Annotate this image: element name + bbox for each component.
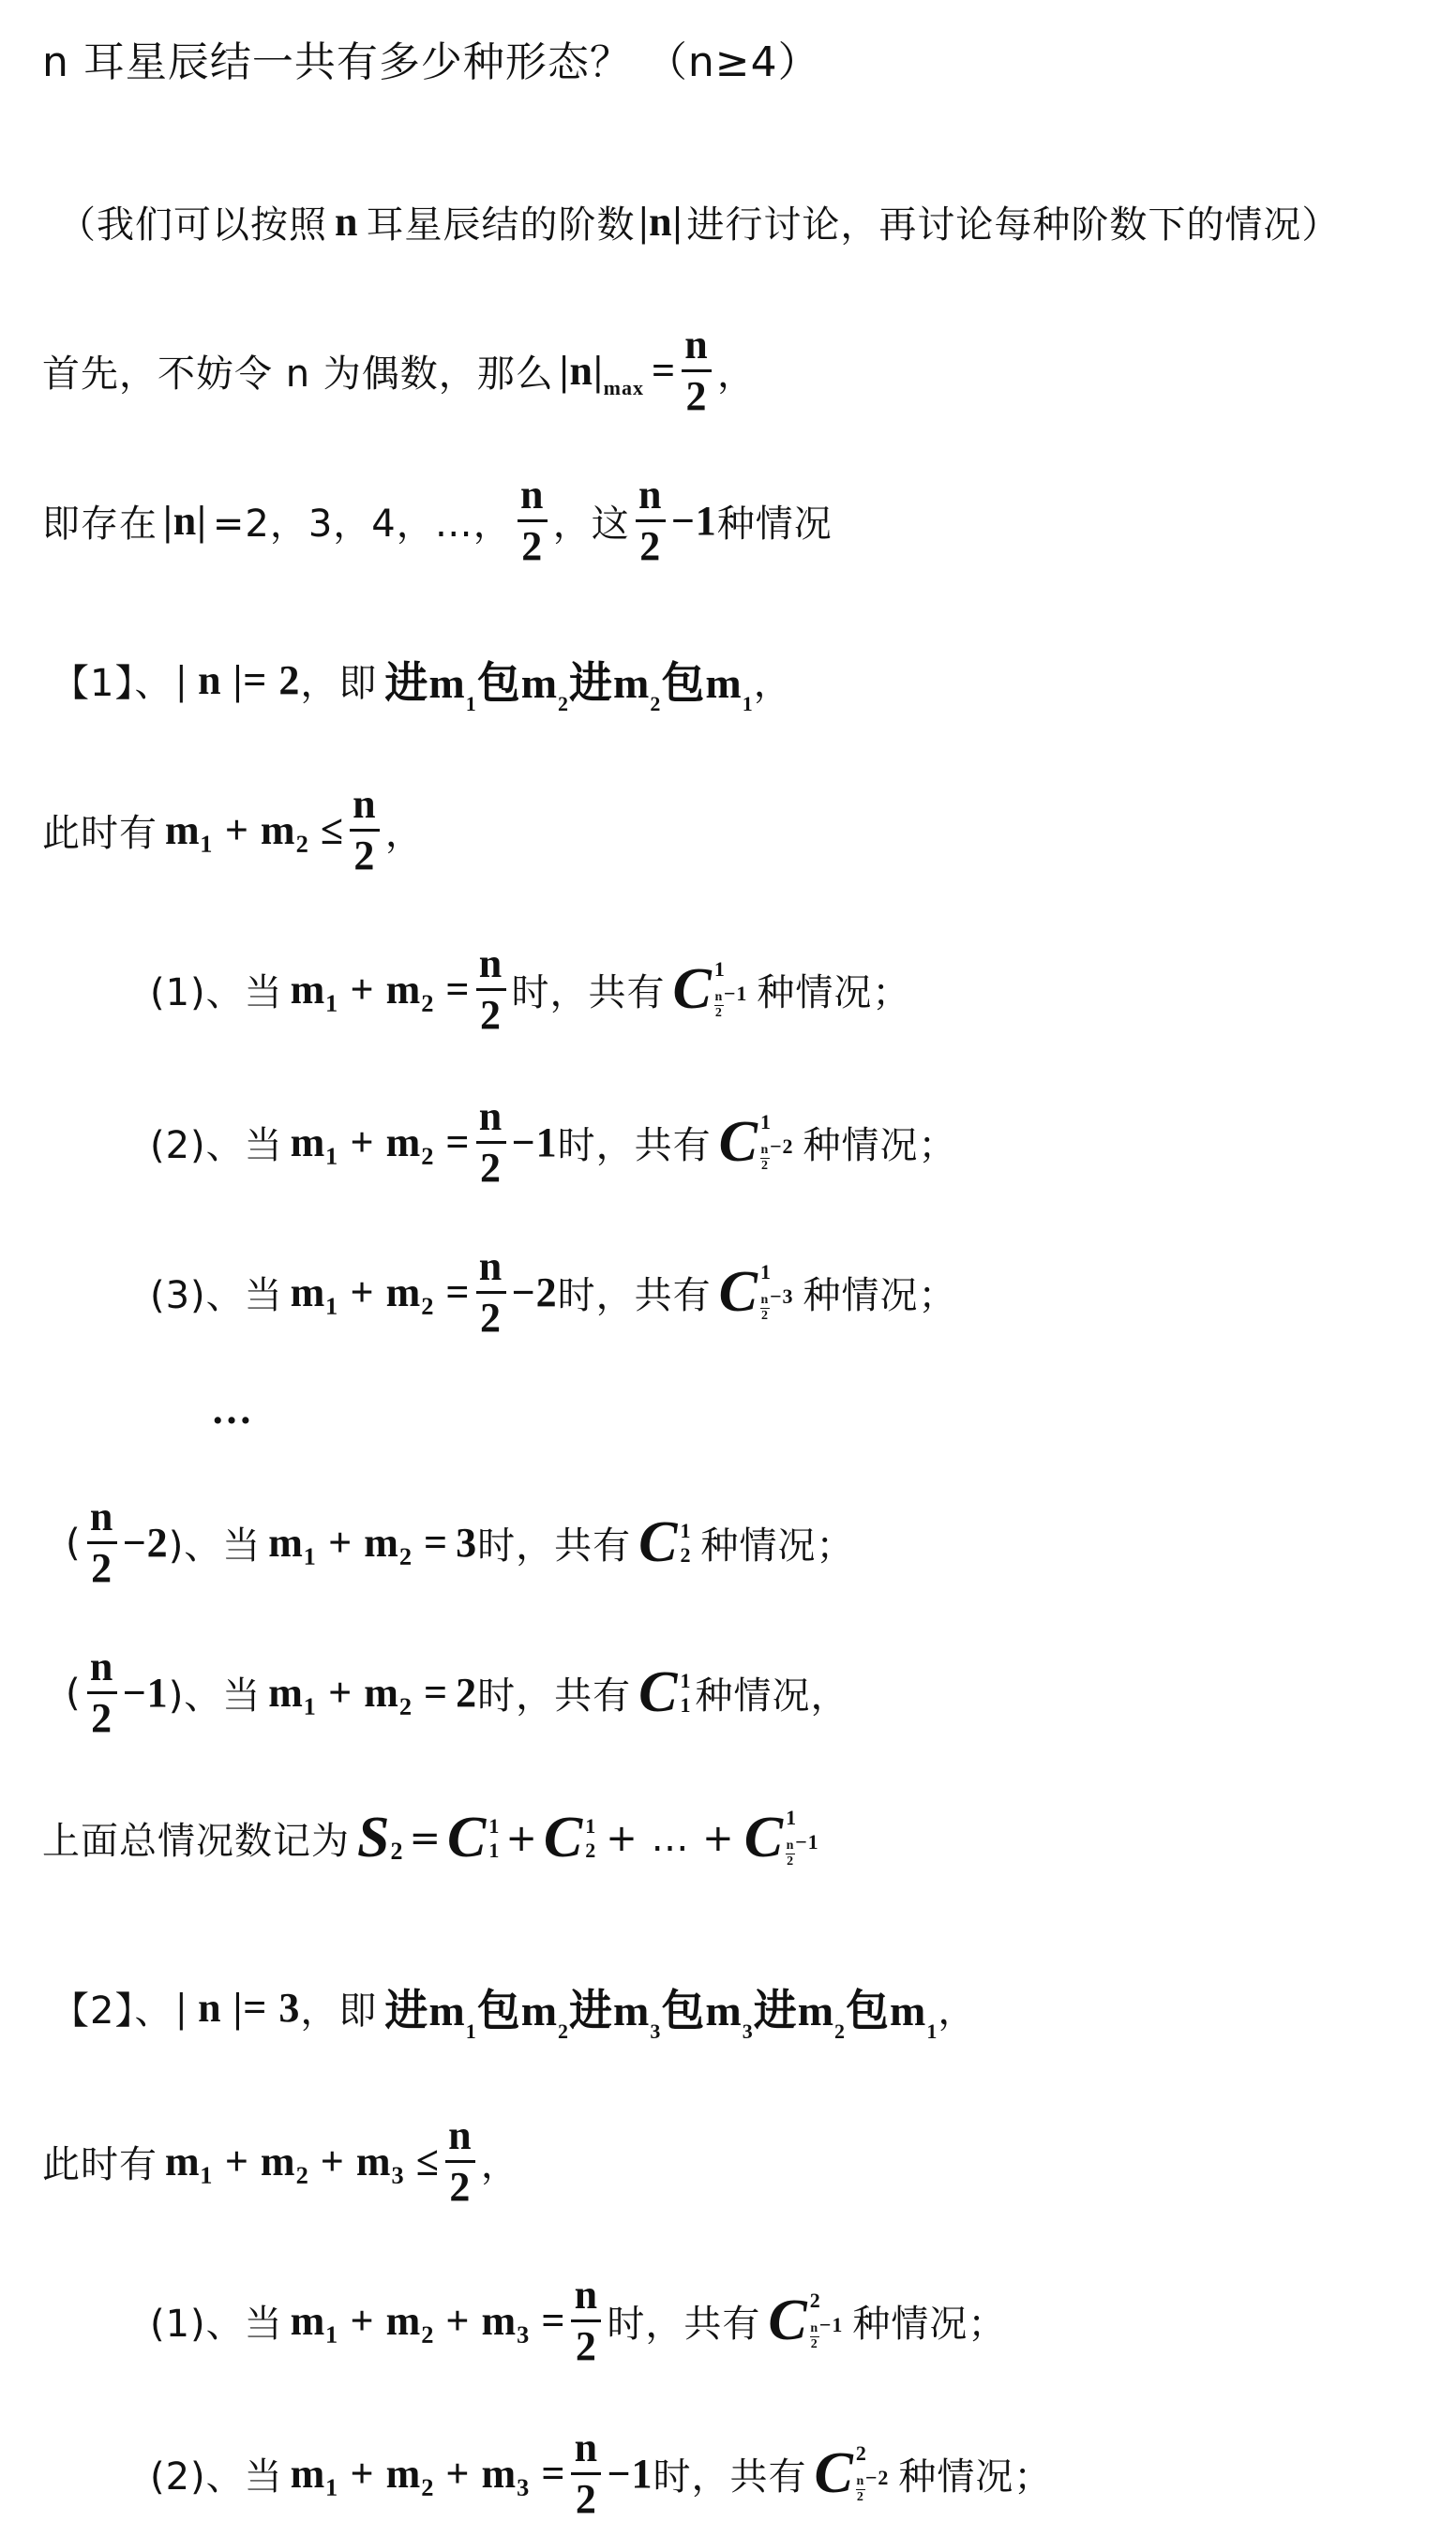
combination-indices: 1 $\frac{n}{2}$ −1 (786, 1805, 819, 1869)
even-max-sub: max (603, 375, 644, 399)
item-expr: m₁ + m₂ = (290, 1269, 471, 1316)
condition-prefix: 此时有 (42, 812, 158, 856)
exist-tail: 种情况 (716, 503, 833, 547)
frac-den: 2 (575, 2476, 597, 2523)
item-value: 3 (456, 1520, 478, 1567)
item-fraction (571, 2274, 601, 2368)
combination-symbol: C (672, 957, 713, 1022)
item-text: 时，共有 (557, 1274, 712, 1318)
intro-text-a: （我们可以按照 (58, 203, 327, 247)
sum-plusdots: + … + (606, 1816, 735, 1860)
frac-den: 2 (449, 2164, 472, 2211)
combination-symbol: C (543, 1806, 584, 1869)
item-fraction (571, 2426, 601, 2521)
frac-num: n (478, 1093, 503, 1139)
combination-indices (810, 2290, 844, 2352)
item-rparen: )、当 (168, 1524, 262, 1569)
combination-symbol: C (814, 2441, 854, 2506)
section-2-item-2 (150, 2426, 1052, 2521)
comb-sup: 1 (680, 1518, 692, 1542)
comb-sup: 2 (855, 2440, 867, 2465)
item-tail: 种情况， (695, 1674, 849, 1719)
exist-prefix: 即存在 (42, 503, 158, 547)
ellipsis (211, 1386, 253, 1434)
condition-fraction (445, 2114, 475, 2209)
section-1-item-n2-minus-2 (66, 1495, 855, 1590)
frac-den: 2 (480, 992, 503, 1039)
combination-symbol: C (638, 1510, 679, 1575)
section-1-ji: ，即 (300, 661, 378, 705)
frac-den: 2 (575, 2323, 597, 2370)
intro-text-b: 耳星辰结的阶数 (366, 203, 636, 247)
item-value: 2 (456, 1670, 478, 1717)
section-1-sequence: 进$m_1$包$m_2$进$m_2$包$m_1$ (384, 659, 754, 715)
section-2-sequence: 进$m_1$包$m_2$进$m_3$包$m_3$进$m_2$包$m_1$ (384, 1987, 938, 2043)
frac-num: n (519, 472, 545, 518)
section-1-abs: | n |= 2 (176, 656, 301, 703)
item-label-fraction (87, 1495, 117, 1590)
intro-n: n (335, 199, 359, 245)
ellipsis-text: … (211, 1387, 253, 1433)
exist-line (42, 473, 833, 568)
item-expr: m₁ + m₂ + m₃ = (290, 2298, 566, 2345)
condition-prefix: 此时有 (42, 2143, 158, 2187)
section-1-comma: ， (753, 661, 792, 705)
combination-indices: 1 1 (488, 1813, 501, 1862)
item-text: 时，共有 (607, 2303, 761, 2347)
even-abs-n: |n| (559, 348, 604, 395)
section-2-condition (42, 2114, 519, 2209)
condition-comma: ， (480, 2143, 519, 2187)
comb-sub: $\frac{n}{2}$ −1 (810, 2312, 844, 2352)
item-label: (3)、当 (150, 1274, 283, 1318)
combination-indices (759, 1259, 794, 1324)
frac-den: 2 (685, 373, 708, 420)
frac-den: 2 (521, 523, 544, 570)
intro-abs-n: |n| (638, 199, 683, 245)
item-text: 时，共有 (557, 1124, 712, 1168)
comb-sub: 2 (680, 1542, 692, 1567)
section-2-label: 【2】、 (52, 1989, 173, 2033)
item-text: 时，共有 (477, 1524, 632, 1569)
frac-den: 2 (480, 1295, 503, 1342)
combination-indices (680, 1668, 692, 1717)
sum-eq: = (409, 1816, 442, 1860)
exist-abs-n: |n| (163, 498, 207, 545)
exist-this: ，这 (552, 503, 630, 547)
frac-num: n (448, 2112, 473, 2158)
comb-sub: 1 (680, 1692, 692, 1717)
even-eq: = (651, 348, 677, 395)
comb-sub: $\frac{n}{2}$ −2 (760, 1133, 794, 1174)
combination-symbol: C (638, 1660, 679, 1725)
item-rparen: )、当 (168, 1674, 262, 1719)
even-prefix: 首先，不妨令 n 为偶数，那么 (42, 353, 554, 397)
section-1-item-1 (150, 942, 910, 1037)
item-expr: m₁ + m₂ = (290, 967, 471, 1013)
item-fraction (476, 1095, 506, 1190)
section-1-condition (42, 783, 424, 878)
frac-den: 2 (91, 1545, 113, 1592)
item-tail: 种情况； (757, 971, 911, 1015)
condition-expr: m₁ + m₂ ≤ (165, 807, 344, 854)
intro-text-c: 进行讨论，再讨论每种阶数下的情况） (686, 203, 1341, 247)
comb-sup: 2 (809, 2288, 821, 2312)
section-1-summary (42, 1805, 819, 1871)
frac-num: n (684, 322, 709, 368)
even-comma: ， (717, 353, 757, 397)
summary-prefix: 上面总情况数记为 (42, 1820, 350, 1863)
combination-symbol: C (718, 1110, 758, 1175)
item-label: (2)、当 (150, 2455, 283, 2499)
section-2-ji: ，即 (300, 1989, 378, 2033)
section-1-item-3 (150, 1245, 957, 1340)
page-title (42, 28, 820, 88)
frac-den: 2 (91, 1695, 113, 1742)
comb-sup: 1 (759, 1259, 772, 1284)
item-tail: 种情况； (898, 2455, 1053, 2499)
item-tail: 种情况； (852, 2303, 1007, 2347)
item-text: 时，共有 (511, 971, 666, 1015)
item-expr: m₁ + m₂ + m₃ = (290, 2451, 566, 2498)
intro-line (58, 195, 1340, 248)
comb-sup: 1 (680, 1668, 692, 1692)
item-expr: m₁ + m₂ = (268, 1670, 449, 1717)
section-1-item-2 (150, 1095, 957, 1190)
frac-num: n (574, 2272, 599, 2318)
condition-expr: m₁ + m₂ + m₃ ≤ (165, 2139, 440, 2185)
exist-fraction-2 (636, 473, 666, 568)
frac-num: n (478, 940, 503, 986)
sum-plus: + (505, 1816, 538, 1860)
combination-indices (680, 1518, 692, 1567)
comb-sup: 1 (759, 1109, 772, 1133)
sum-sub: 2 (390, 1837, 404, 1865)
section-2-header (52, 1976, 977, 2043)
section-1-label: 【1】、 (52, 661, 173, 705)
item-text: 时，共有 (653, 2455, 807, 2499)
frac-den: 2 (353, 833, 376, 879)
comb-sup: 1 (713, 956, 726, 981)
even-fraction (682, 323, 712, 418)
frac-num: n (89, 1644, 114, 1689)
condition-fraction (350, 783, 380, 878)
frac-den: 2 (480, 1145, 503, 1192)
section-2-comma: ， (938, 1989, 977, 2033)
combination-symbol: C (447, 1806, 488, 1869)
item-tail: 种情况； (803, 1124, 957, 1168)
item-minus: −1 (511, 1119, 558, 1166)
item-lparen: ( (66, 1671, 82, 1715)
frac-num: n (478, 1243, 503, 1289)
combination-symbol: C (718, 1260, 758, 1325)
item-fraction (476, 942, 506, 1037)
frac-num: n (353, 781, 377, 827)
condition-comma: ， (384, 812, 424, 856)
even-case-line (42, 323, 756, 418)
section-2-abs: | n |= 3 (176, 1984, 301, 2031)
item-label: (2)、当 (150, 1124, 283, 1168)
item-lparen: ( (66, 1521, 82, 1565)
combination-symbol: C (743, 1806, 785, 1869)
comb-sub: $\frac{n}{2}$ −3 (760, 1284, 794, 1324)
item-label-minus: −1 (122, 1670, 169, 1717)
item-minus: −2 (511, 1269, 558, 1316)
exist-minus1: −1 (670, 498, 717, 545)
item-label: (1)、当 (150, 971, 283, 1015)
item-fraction (476, 1245, 506, 1340)
combination-indices: 1 2 (585, 1813, 597, 1862)
combination-indices (855, 2440, 890, 2505)
comb-sub: $\frac{n}{2}$ −2 (856, 2465, 890, 2505)
frac-den: 2 (639, 523, 662, 570)
item-tail: 种情况； (700, 1524, 855, 1569)
section-1-header (52, 649, 792, 715)
section-2-item-1 (150, 2274, 1006, 2368)
exist-mid: =2，3，4，…， (212, 503, 512, 547)
combination-symbol: C (768, 2289, 808, 2353)
frac-num: n (638, 472, 663, 518)
item-expr: m₁ + m₂ = (268, 1520, 449, 1567)
frac-num: n (89, 1494, 114, 1539)
item-text: 时，共有 (477, 1674, 632, 1719)
item-label-minus: −2 (122, 1520, 169, 1567)
item-label: (1)、当 (150, 2303, 283, 2347)
frac-num: n (574, 2424, 599, 2470)
section-1-item-n2-minus-1 (66, 1645, 849, 1740)
title-text: n 耳星辰结一共有多少种形态？ （n≥4） (42, 38, 820, 86)
item-tail: 种情况； (803, 1274, 957, 1318)
sum-symbol: S (357, 1806, 391, 1869)
item-expr: m₁ + m₂ = (290, 1119, 471, 1166)
comb-sub: $\frac{n}{2}$ −1 (714, 981, 748, 1021)
combination-indices (759, 1109, 794, 1174)
item-minus: −1 (607, 2451, 653, 2498)
exist-fraction-1 (518, 473, 548, 568)
item-label-fraction (87, 1645, 117, 1740)
combination-indices (713, 956, 748, 1021)
